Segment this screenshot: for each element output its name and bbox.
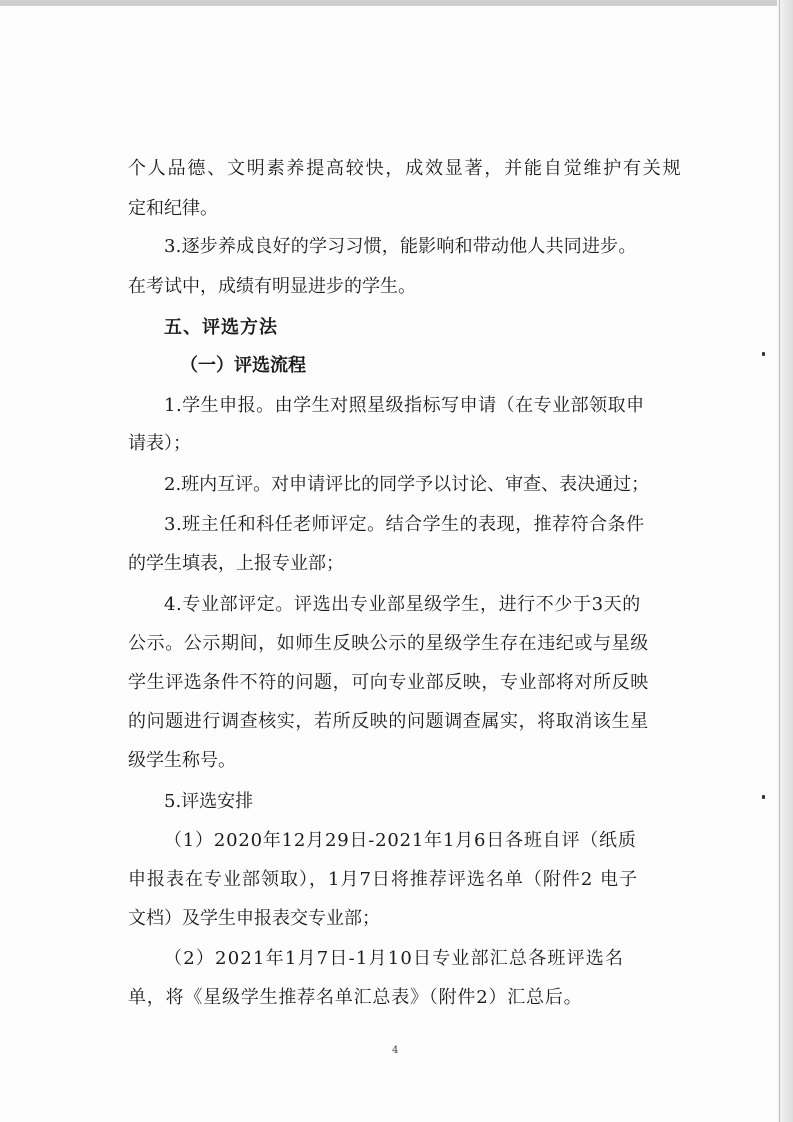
paragraph-line: 公示。公示期间，如师生反映公示的星级学生存在违纪或与星级 [128,633,649,654]
paragraph-line: （2）2021年1月7日-1月10日专业部汇总各班评选名 [164,948,625,969]
paragraph-line: 学生评选条件不符的问题，可向专业部反映，专业部将对所反映 [128,672,649,693]
section-heading: 五、评选方法 [164,317,278,338]
paragraph-line: 的学生填表，上报专业部； [128,553,344,574]
paragraph-line: 个人品德、文明素养提高较快，成效显著，并能自觉维护有关规 [128,158,683,179]
paragraph-line: 3.班主任和科任老师评定。结合学生的表现，推荐符合条件 [164,514,645,535]
paragraph-line: 4.专业部评定。评选出专业部星级学生，进行不少于3天的 [164,594,641,615]
scan-speck [762,352,765,356]
paragraph-line: 申报表在专业部领取），1月7日将推荐评选名单（附件2 电子 [128,869,639,890]
paragraph-line: （1）2020年12月29日-2021年1月6日各班自评（纸质 [164,830,637,851]
subsection-heading: （一）评选流程 [180,355,306,376]
paragraph-line: 单，将《星级学生推荐名单汇总表》（附件2）汇总后。 [128,987,583,1008]
page-number: 4 [392,1045,399,1056]
paragraph-line: 文档）及学生申报表交专业部； [128,908,380,929]
paragraph-line: 5.评选安排 [164,791,254,812]
scan-speck [762,795,765,799]
paragraph-line: 级学生称号。 [128,750,236,771]
paragraph-line: 的问题进行调查核实，若所反映的问题调查属实，将取消该生星 [128,711,649,732]
paragraph-line: 1.学生申报。由学生对照星级指标写申请（在专业部领取申 [164,395,645,416]
paragraph-line: 2.班内互评。对申请评比的同学予以讨论、审查、表决通过； [164,474,650,495]
paragraph-line: 定和纪律。 [128,198,218,219]
paragraph-line: 在考试中，成绩有明显进步的学生。 [128,276,416,297]
paragraph-line: 3.逐步养成良好的学习习惯，能影响和带动他人共同进步。 [164,236,637,257]
paragraph-line: 请表）； [128,433,191,454]
